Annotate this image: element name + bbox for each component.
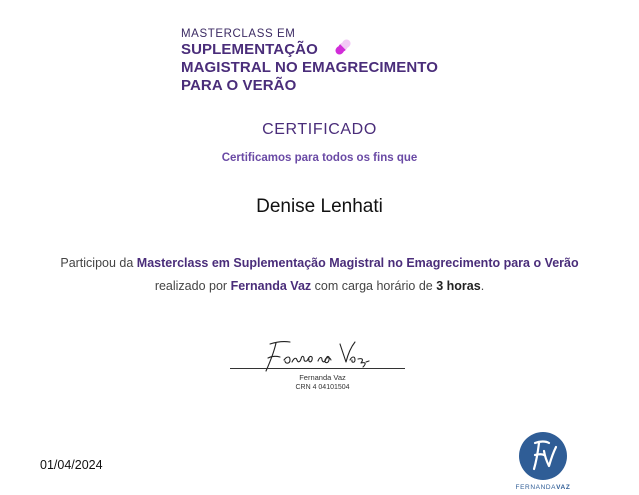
instructor-name: Fernanda Vaz bbox=[230, 279, 312, 293]
course-name: Masterclass em Suplementação Magistral no Emagrecimento para o Verão bbox=[136, 256, 579, 270]
recipient-name: Denise Lenhati bbox=[256, 196, 383, 217]
workload-hours: 3 horas bbox=[436, 279, 481, 293]
capsule-icon bbox=[331, 35, 355, 59]
instructor-prefix: realizado por bbox=[154, 279, 231, 293]
course-title-line-2: MAGISTRAL NO EMAGRECIMENTO bbox=[181, 59, 439, 76]
workload-text: com carga horário de bbox=[311, 279, 437, 293]
certificate-title: CERTIFICADO bbox=[262, 121, 377, 138]
course-title-line-3: PARA O VERÃO bbox=[181, 77, 297, 94]
logo-wordmark bbox=[513, 484, 573, 491]
logo-wordmark-first: FERNANDA bbox=[515, 484, 557, 491]
instructor-line-end: . bbox=[480, 279, 485, 293]
logo-wordmark-last: VAZ bbox=[556, 484, 571, 491]
signer-crn: CRN 4 04101504 bbox=[295, 384, 350, 391]
course-header bbox=[181, 27, 438, 95]
participation-prefix: Participou da bbox=[60, 256, 137, 270]
certificate-subtitle: Certificamos para todos os fins que bbox=[221, 152, 418, 164]
course-eyebrow: MASTERCLASS EM bbox=[181, 28, 296, 40]
signature-line bbox=[230, 368, 405, 369]
issue-date: 01/04/2024 bbox=[40, 458, 103, 472]
fv-monogram-logo bbox=[518, 431, 568, 481]
instructor-line bbox=[0, 279, 639, 293]
course-title-line-1: SUPLEMENTAÇÃO bbox=[181, 41, 318, 58]
participation-line bbox=[0, 256, 639, 270]
signer-name: Fernanda Vaz bbox=[299, 373, 346, 382]
